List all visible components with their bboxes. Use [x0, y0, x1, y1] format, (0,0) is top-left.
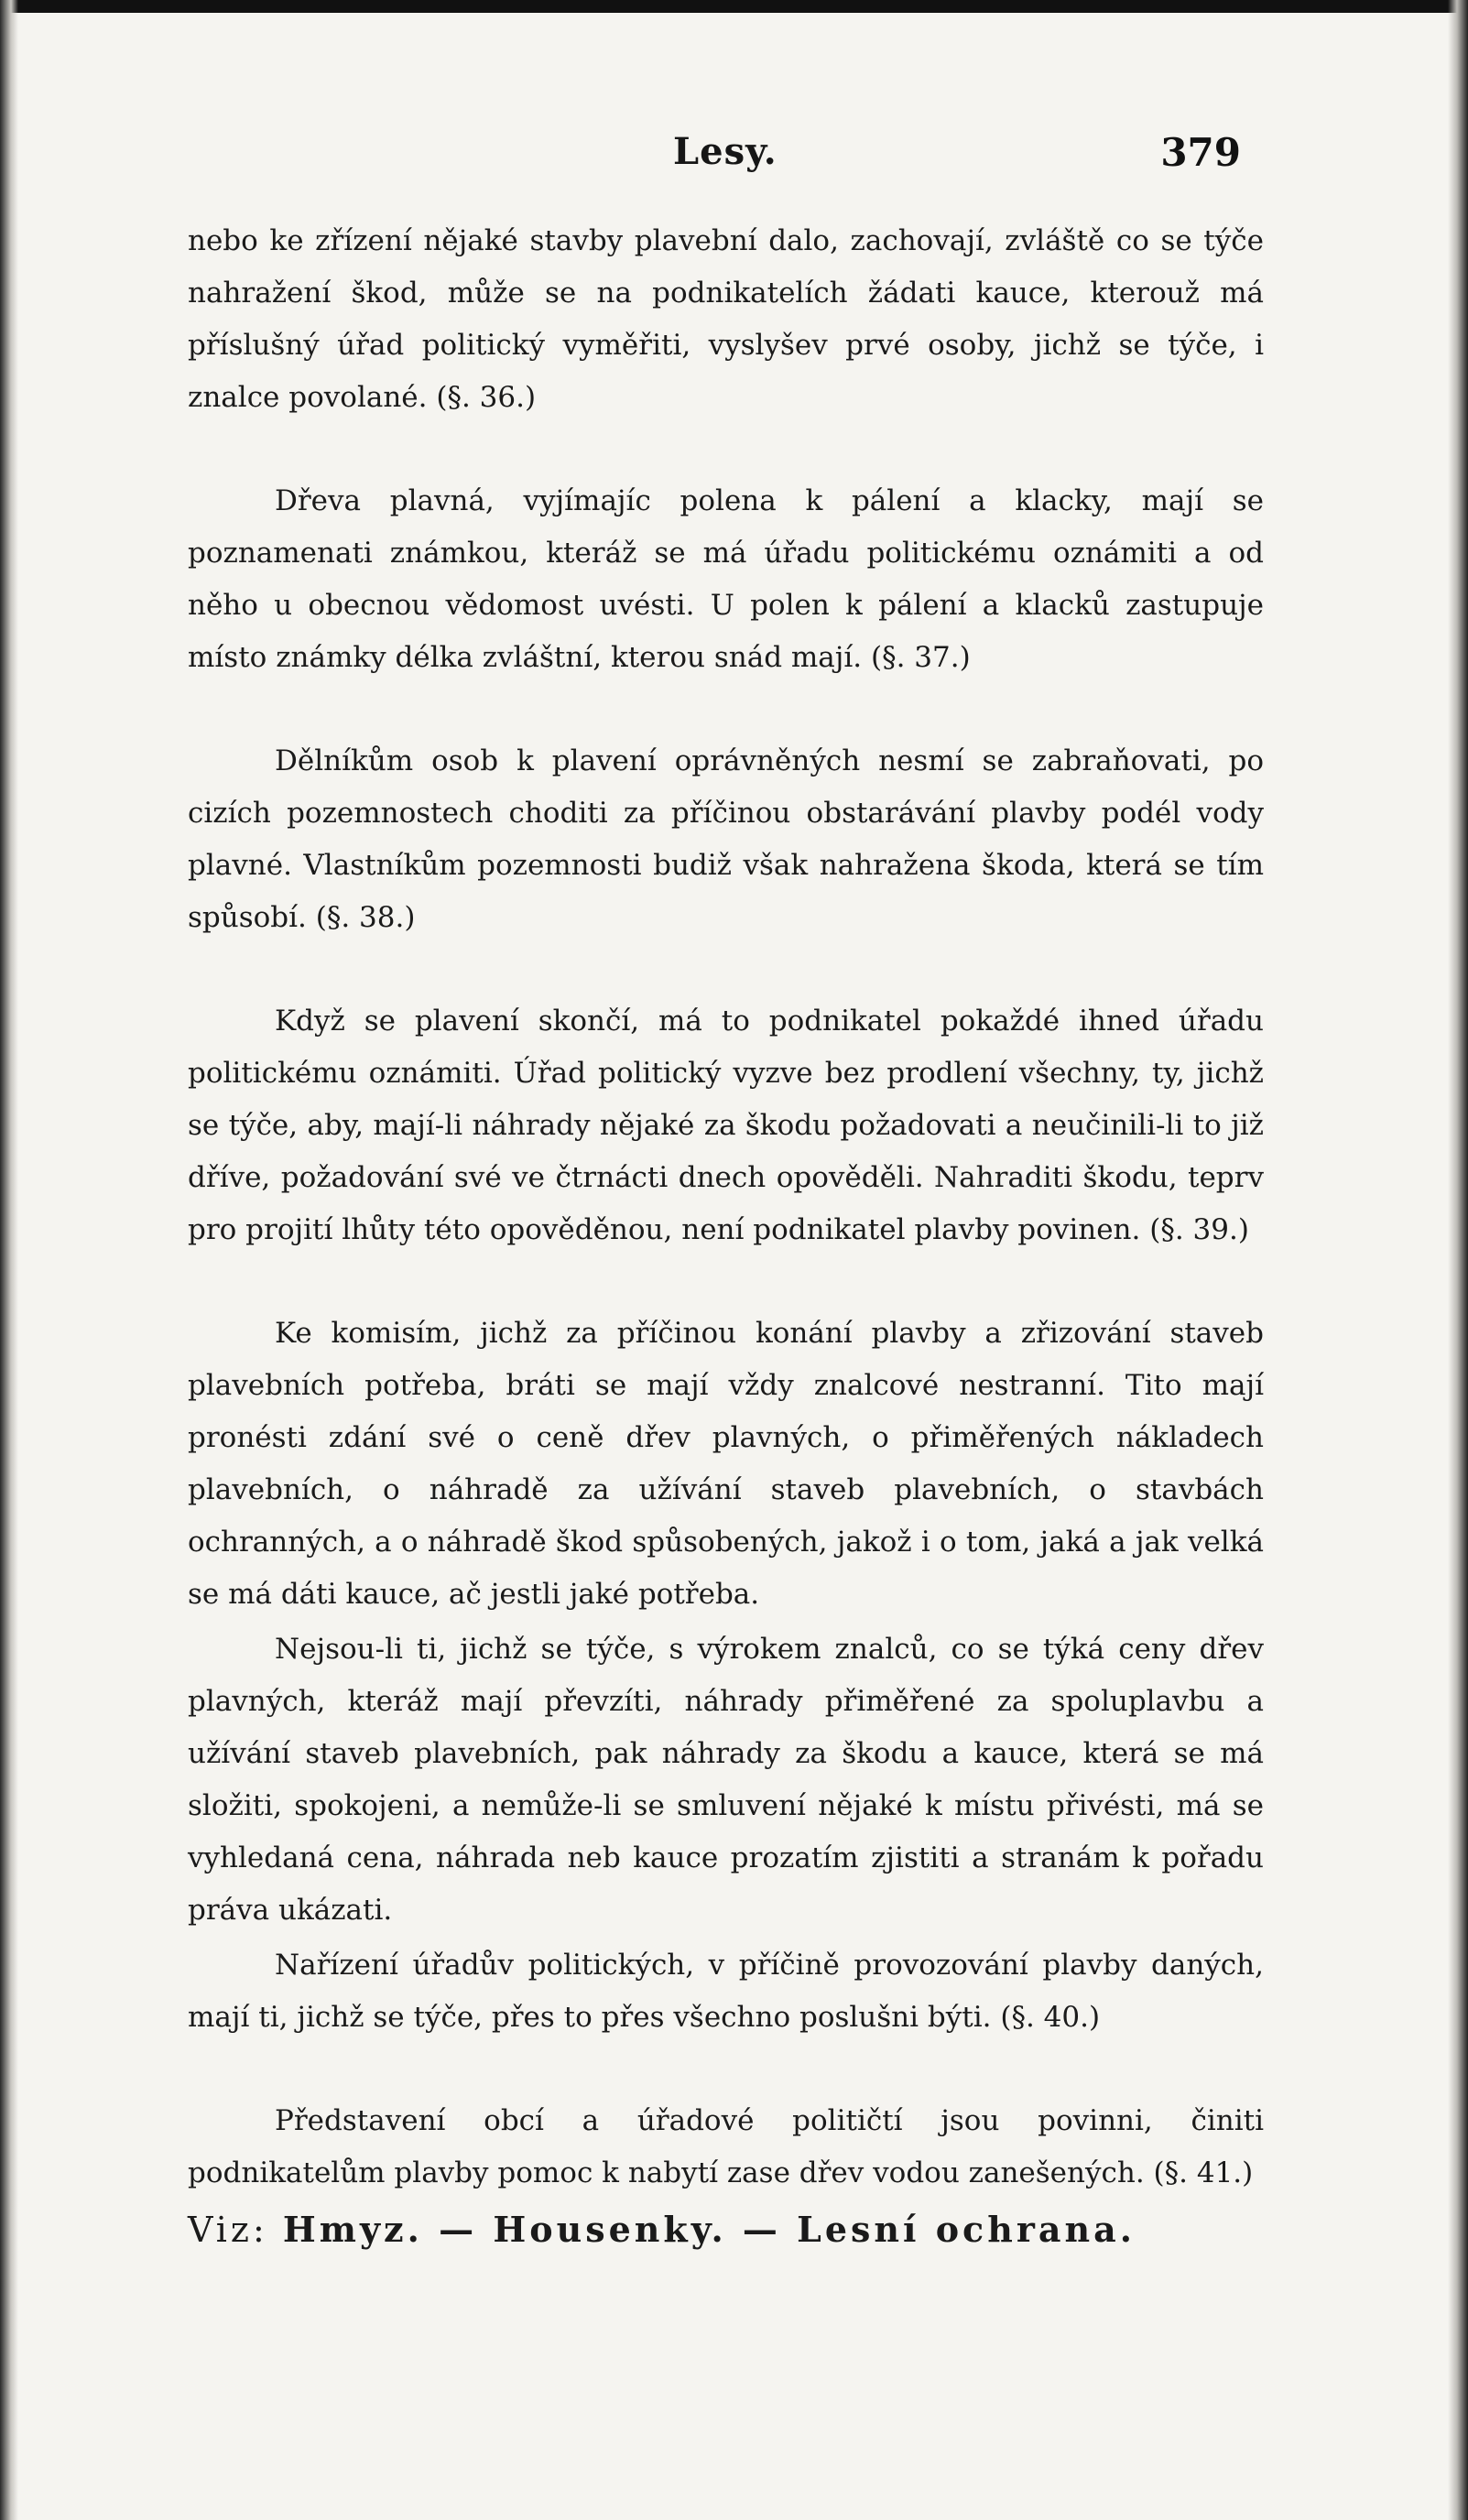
scan-left-edge	[0, 0, 18, 2520]
paragraph: nebo ke zřízení nějaké stavby plavební dalo, zachovají, zvláště co se týče nahražení škod, může se na podnikatelích žádati kauce, kterouž má příslušný úřad politický vyměřiti, vyslyšev prvé osoby, jichž se týče, i znalce povolané. (§. 36.)	[188, 224, 1264, 414]
paragraph: Představení obcí a úřadové političtí jsou povinni, činiti podnikatelům plavby pomoc k nabytí zase dřev vodou zanešených. (§. 41.)	[188, 2104, 1264, 2189]
paragraph: Dělníkům osob k plavení oprávněných nesmí se zabraňovati, po cizích pozemnostech choditi za příčinou obstarávání plavby podél vody plavné. Vlastníkům pozemnosti budiž však nahražena škoda, která se tím spůsobí. (§. 38.)	[188, 744, 1264, 934]
page-number: 379	[1160, 130, 1241, 175]
page-body	[188, 215, 1264, 2257]
see-also-line	[188, 2202, 1264, 2257]
paragraph: Nařízení úřadův politických, v příčině provozování plavby daných, mají ti, jichž se týče, přes to přes všechno poslušni býti. (§. 40.)	[188, 1949, 1264, 2034]
scan-right-edge	[1448, 0, 1468, 2520]
see-also-label: Viz:	[188, 2210, 268, 2250]
paragraph: Ke komisím, jichž za příčinou konání plavby a zřizování staveb plavebních potřeba, bráti se mají vždy znalcové nestranní. Tito mají pronésti zdání své o ceně dřev plavných, o přiměřených nákladech plavebních, o náhradě za užívání staveb plavebních, o stavbách ochranných, a o náhradě škod spůsobených, jakož i o tom, jaká a jak velká se má dáti kauce, ač jestli jaké potřeba.	[188, 1317, 1264, 1611]
page-header	[188, 130, 1268, 185]
running-title: Lesy.	[673, 130, 777, 173]
paragraph: Dřeva plavná, vyjímajíc polena k pálení a klacky, mají se poznamenati známkou, kteráž se má úřadu politickému oznámiti a od něho u obecnou vědomost uvésti. U polen k pálení a klacků zastupuje místo známky délka zvláštní, kterou snád mají. (§. 37.)	[188, 484, 1264, 674]
paragraph: Když se plavení skončí, má to podnikatel pokaždé ihned úřadu politickému oznámiti. Úřad politický vyzve bez prodlení všechny, ty, jichž se týče, aby, mají-li náhrady nějaké za škodu požadovati a neučinili-li to již dříve, požadování své ve čtrnácti dnech opověděli. Nahraditi škodu, teprv pro projití lhůty této opověděnou, není podnikatel plavby povinen. (§. 39.)	[188, 1005, 1264, 1246]
scan-top-edge	[0, 0, 1468, 13]
see-also-references: Hmyz. — Housenky. — Lesní ochrana.	[282, 2209, 1136, 2250]
paragraph: Nejsou-li ti, jichž se týče, s výrokem znalců, co se týká ceny dřev plavných, kteráž mají převzíti, náhrady přiměřené za spoluplavbu a užívání staveb plavebních, pak náhrady za škodu a kauce, která se má složiti, spokojeni, a nemůže-li se smluvení nějaké k místu přivésti, má se vyhledaná cena, náhrada neb kauce prozatím zjistiti a stranám k pořadu práva ukázati.	[188, 1633, 1264, 1927]
